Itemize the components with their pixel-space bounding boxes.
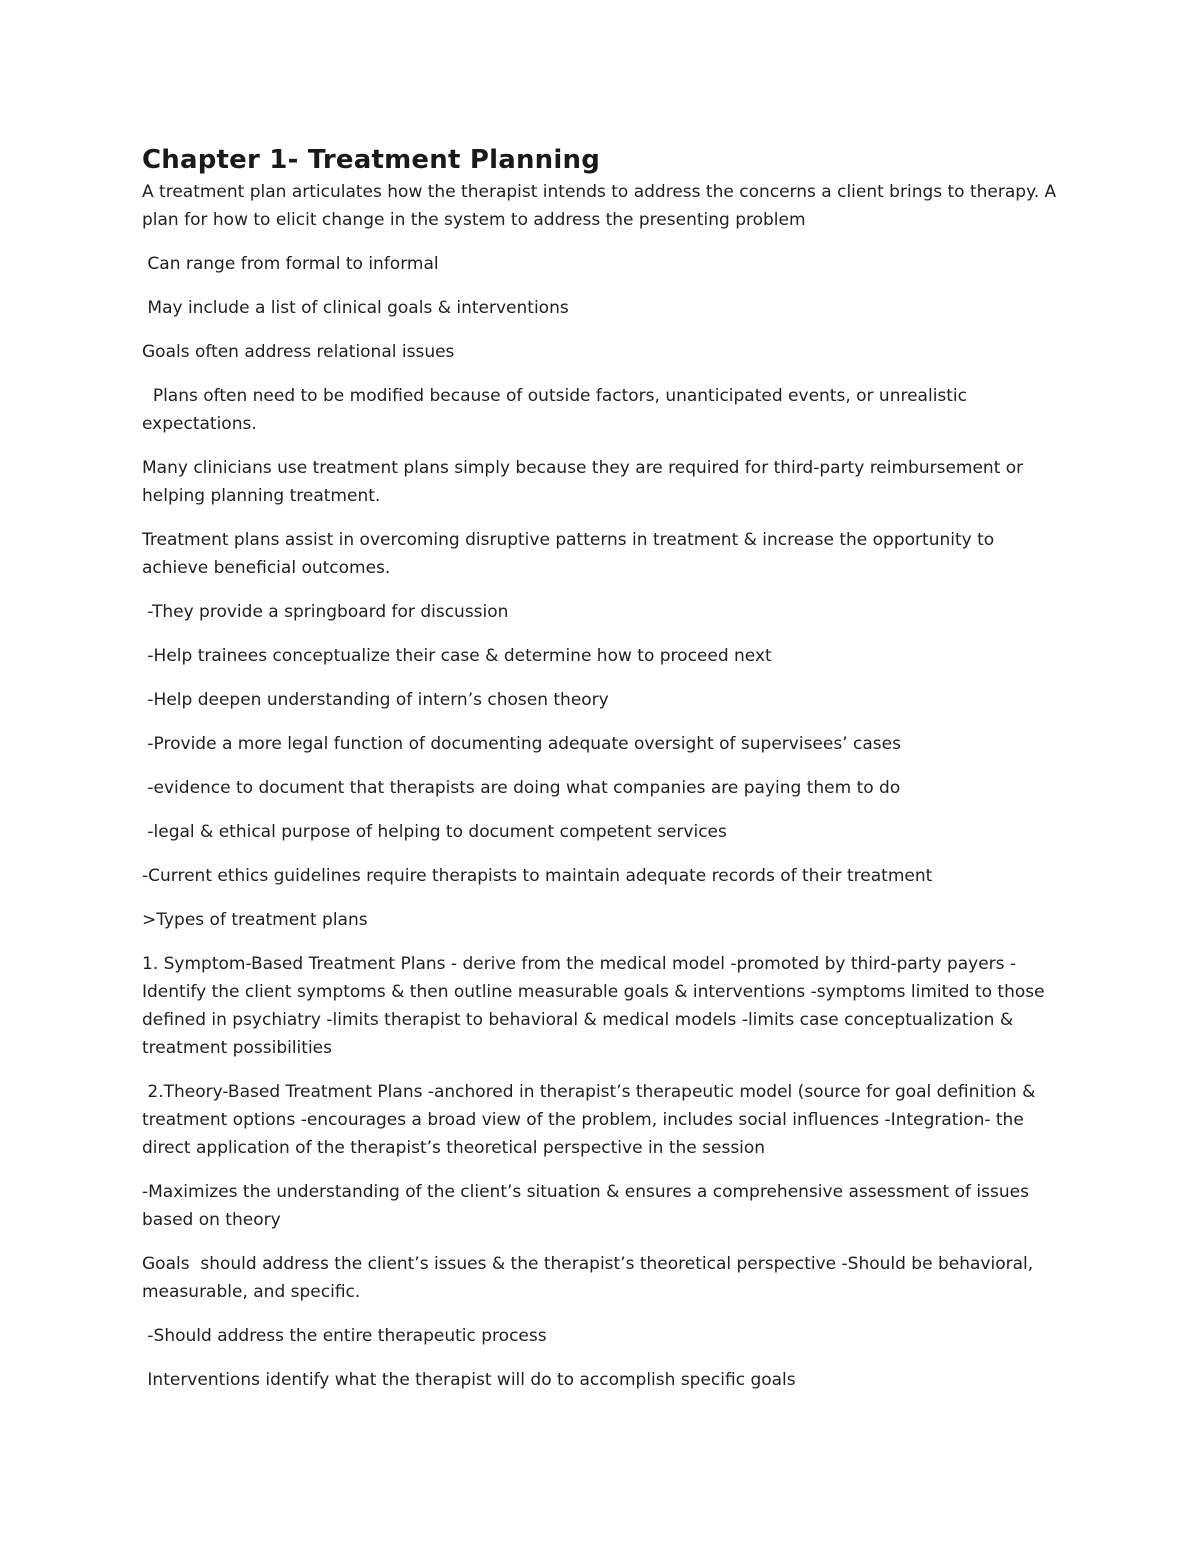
paragraph: -They provide a springboard for discussion [142, 602, 509, 622]
paragraph: -Current ethics guidelines require therapists to maintain adequate records of their treatment [142, 866, 933, 886]
paragraph: -Maximizes the understanding of the client’s situation & ensures a comprehensive assessment of issues based on theory [142, 1182, 1035, 1230]
paragraph: -Help trainees conceptualize their case & determine how to proceed next [142, 646, 772, 666]
paragraph: Many clinicians use treatment plans simply because they are required for third-party reimbursement or helping planning treatment. [142, 458, 1029, 506]
paragraph: 2.Theory-Based Treatment Plans -anchored in therapist’s therapeutic model (source for goal definition & treatment options -encourages a broad view of the problem, includes social influences -Integration- the direct application of the therapist’s theoretical perspective in the session [142, 1082, 1041, 1158]
paragraph: -legal & ethical purpose of helping to document competent services [142, 822, 727, 842]
paragraph: Treatment plans assist in overcoming disruptive patterns in treatment & increase the opportunity to achieve beneficial outcomes. [142, 530, 1000, 578]
paragraph: -Help deepen understanding of intern’s chosen theory [142, 690, 609, 710]
paragraph: Plans often need to be modified because of outside factors, unanticipated events, or unrealistic expectations. [142, 386, 973, 434]
document-body [142, 142, 1062, 1410]
page-title: Chapter 1- Treatment Planning [142, 145, 601, 175]
paragraph: -evidence to document that therapists are doing what companies are paying them to do [142, 778, 901, 798]
paragraph: -Should address the entire therapeutic process [142, 1326, 547, 1346]
paragraph: 1. Symptom-Based Treatment Plans - derive from the medical model -promoted by third-party payers - Identify the client symptoms & then outline measurable goals & interventions -symptoms limited to those defined in psychiatry -limits therapist to behavioral & medical models -limits case conceptualization & treatment possibilities [142, 954, 1050, 1058]
paragraph: Can range from formal to informal [142, 254, 439, 274]
paragraph: May include a list of clinical goals & interventions [142, 298, 569, 318]
paragraph: Goals should address the client’s issues & the therapist’s theoretical perspective -Should be behavioral, measurable, and specific. [142, 1254, 1039, 1302]
paragraph: >Types of treatment plans [142, 910, 368, 930]
paragraph: Interventions identify what the therapist will do to accomplish specific goals [142, 1370, 796, 1390]
paragraph: Goals often address relational issues [142, 342, 455, 362]
paragraph: A treatment plan articulates how the therapist intends to address the concerns a client brings to therapy. A plan for how to elicit change in the system to address the presenting problem [142, 182, 1062, 230]
paragraph: -Provide a more legal function of documenting adequate oversight of supervisees’ cases [142, 734, 901, 754]
